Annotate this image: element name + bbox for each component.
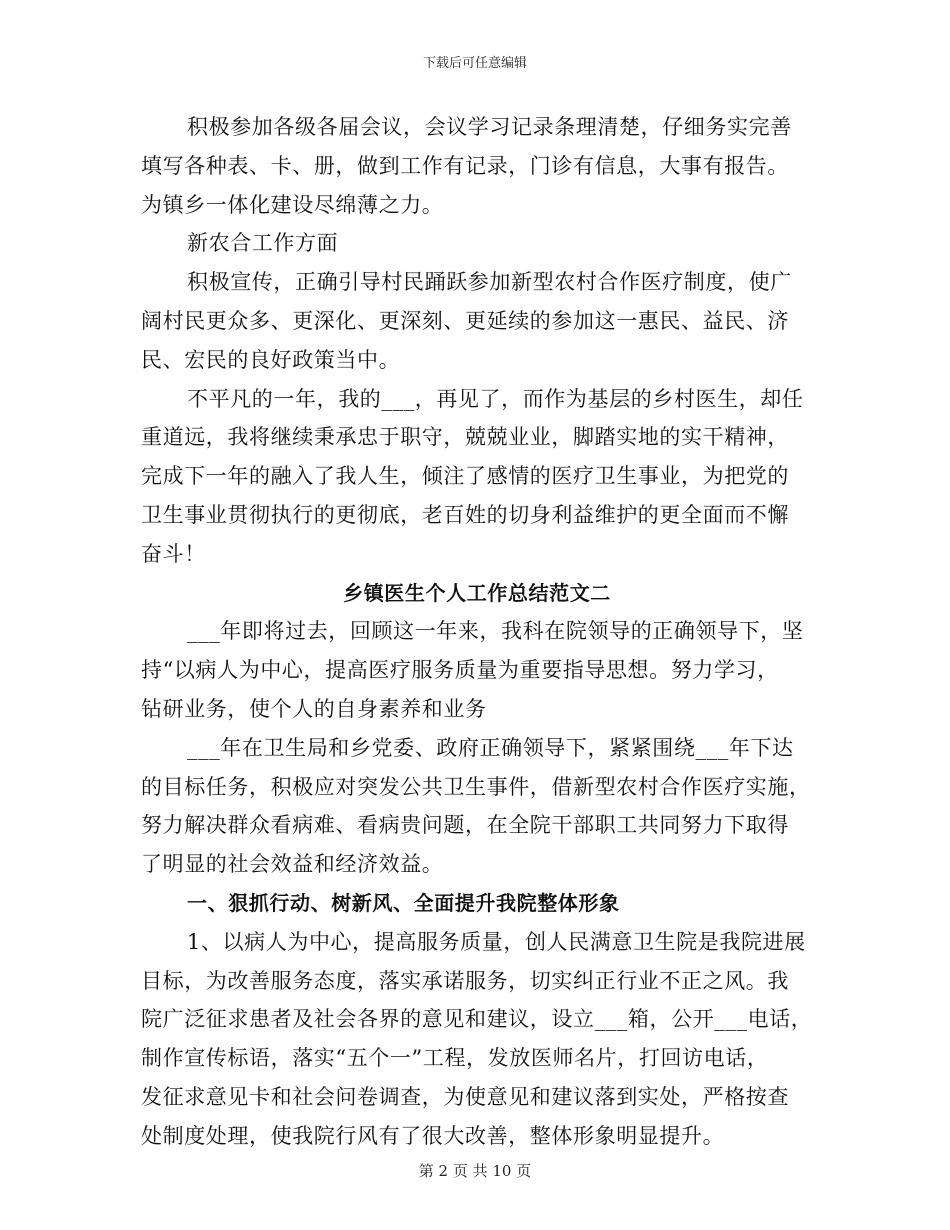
text-line: 的目标任务，积极应对突发公共卫生事件，借新型农村合作医疗实施，: [141, 774, 811, 799]
text-line: 填写各种表、卡、册，做到工作有记录，门诊有信息，大事有报告。: [141, 153, 789, 178]
text-line: 奋斗！: [141, 541, 206, 566]
header-note: 下载后可任意编辑: [422, 56, 527, 71]
text-line: 积极宣传，正确引导村民踊跃参加新型农村合作医疗制度，使广: [187, 270, 792, 295]
text-line: 持“以病人为中心，提高医疗服务质量为重要指导思想。努力学习，: [141, 658, 779, 683]
text-line: ___年在卫生局和乡党委、政府正确领导下，紧紧围绕___年下达: [187, 735, 794, 760]
text-line: 目标，为改善服务态度，落实承诺服务，切实纠正行业不正之风。我: [141, 968, 789, 993]
text-line: 制作宣传标语，落实“五个一”工程，发放医师名片，打回访电话，: [141, 1046, 769, 1071]
text-line: 为镇乡一体化建设尽绵薄之力。: [141, 192, 444, 217]
text-line: 完成下一年的融入了我人生，倾注了感情的医疗卫生事业，为把党的: [141, 464, 789, 489]
text-line: 了明显的社会效益和经济效益。: [141, 852, 444, 877]
section-title: 乡镇医生个人工作总结范文二: [343, 580, 611, 605]
text-line: 发征求意见卡和社会问卷调查，为使意见和建议落到实处，严格按查: [141, 1084, 789, 1109]
text-line: 阔村民更众多、更深化、更深刻、更延续的参加这一惠民、益民、济: [141, 308, 789, 333]
text-line: 重道远，我将继续秉承忠于职守，兢兢业业，脚踏实地的实干精神，: [141, 425, 789, 450]
text-line: 钻研业务，使个人的自身素养和业务: [141, 696, 487, 721]
text-line: ___年即将过去，回顾这一年来，我科在院领导的正确领导下，坚: [187, 619, 804, 644]
text-line: 民、宏民的良好政策当中。: [141, 347, 401, 372]
text-line: 1、以病人为中心，提高服务质量，创人民满意卫生院是我院进展: [187, 929, 806, 954]
text-line: 处制度处理，使我院行风有了很大改善，整体形象明显提升。: [141, 1123, 725, 1148]
text-line: 积极参加各级各届会议，会议学习记录条理清楚，仔细务实完善: [187, 115, 792, 139]
section-heading: 一、狠抓行动、树新风、全面提升我院整体形象: [187, 890, 620, 915]
text-line: 院广泛征求患者及社会各界的意见和建议，设立___箱，公开___电话，: [141, 1007, 813, 1032]
text-line: 新农合工作方面: [187, 231, 339, 256]
text-line: 不平凡的一年，我的___，再见了，而作为基层的乡村医生，却任: [187, 386, 804, 411]
page-number: 第 2 页 共 10 页: [418, 1162, 532, 1180]
document-body: [141, 108, 813, 1156]
text-line: 卫生事业贯彻执行的更彻底，老百姓的切身利益维护的更全面而不懈: [141, 502, 789, 527]
text-line: 努力解决群众看病难、看病贵问题，在全院干部职工共同努力下取得: [141, 813, 789, 838]
